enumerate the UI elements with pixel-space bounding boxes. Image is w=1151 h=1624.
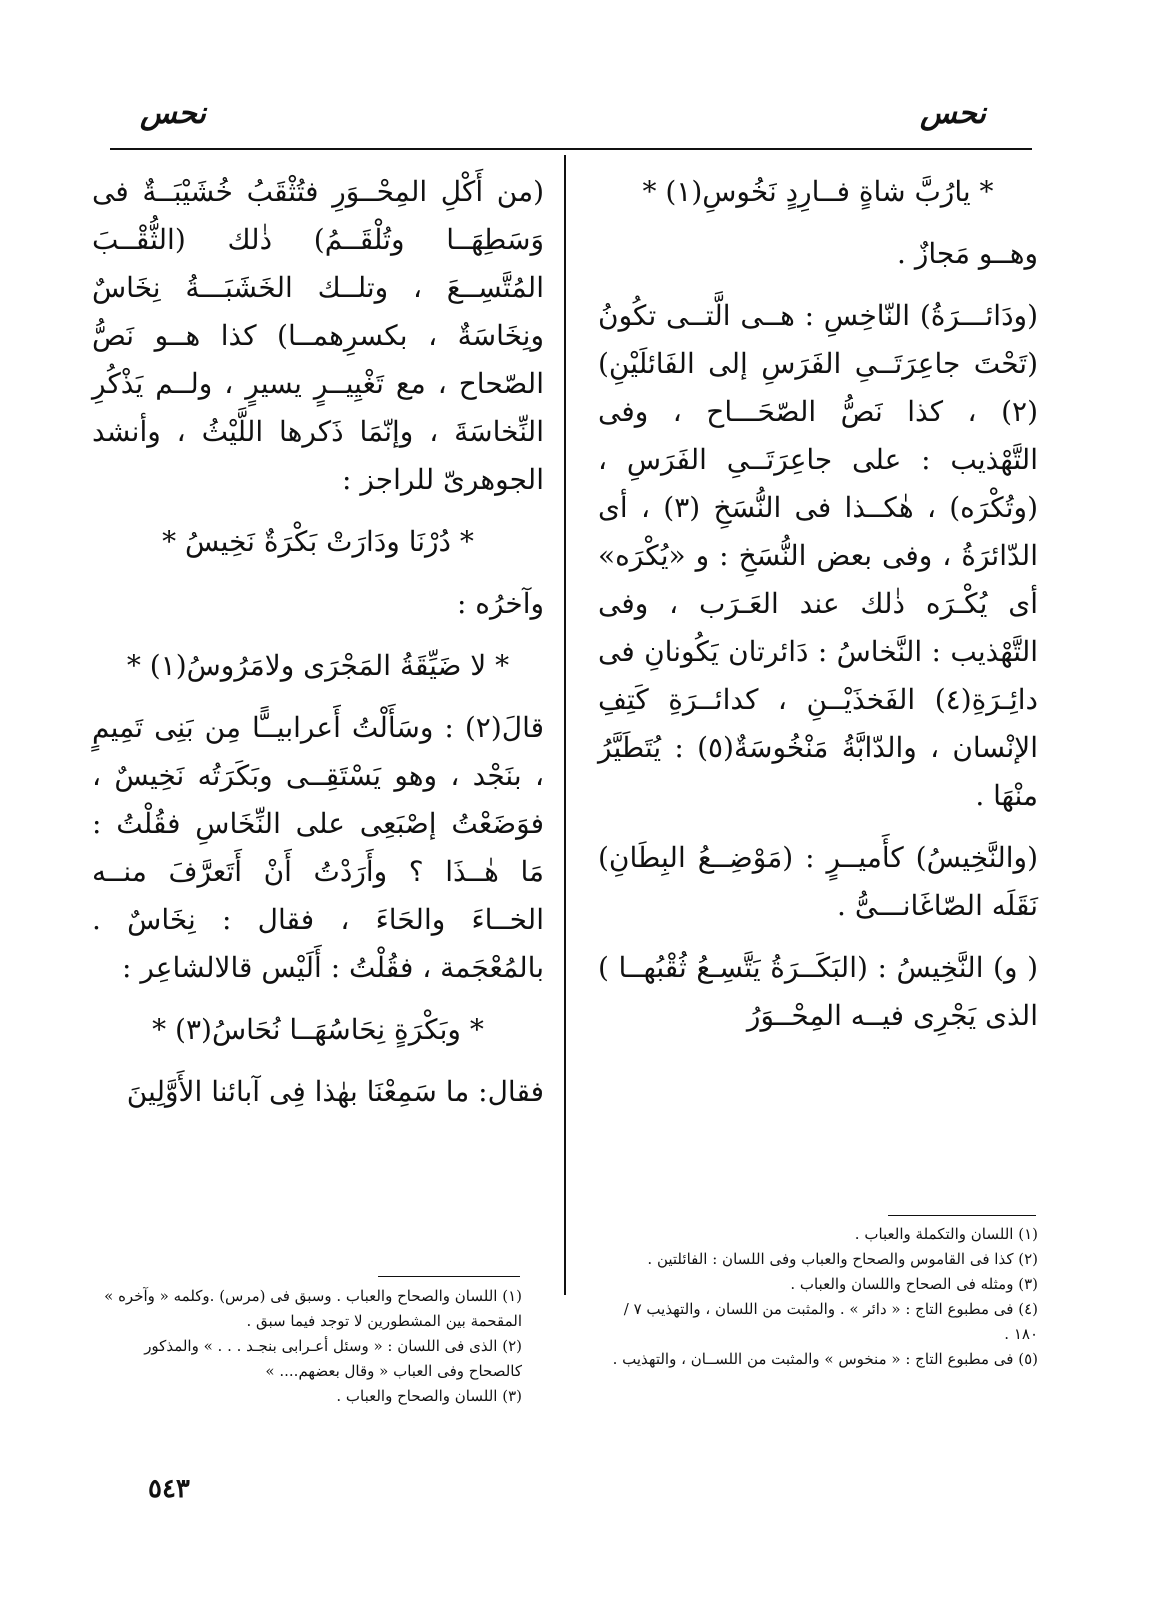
paragraph: (والنَّخِيسُ) كأَميــرٍ : (مَوْضِــعُ البِطَانِ) نَقَلَه الصّاغَانـــىُّ . (598, 841, 1038, 922)
paragraph: (ودَائـــرَةُ) النّاخِسِ : هــى الَّتــى تكُونُ (تَحْتَ جاعِرَتَــىِ الفَرَسِ إلى الفَائلَيْنِ)(٢) ، كذا نَصُّ الصّحَـــاح ، وفى التَّهْذيب : على جاعِرَتَــىِ الفَرَسِ ، (وتُكْرَه) ، هٰكــذا فى النُّسَخِ (٣) ، أى الدّائرَةُ ، وفى بعض النُّسَخِ : و «يُكْرَه» أى يُكْـرَه ذٰلك عند العَـرَب ، وفى التَّهْذيب : النَّخاسُ : دَائرتان يَكُونانِ فى دائِـرَةِ(٤) الفَخذَيْــنِ ، كدائــرَةِ كَتِفِ الإنْسان ، والدّابَّةُ مَنْخُوسَةٌ(٥) : يُتَطَيَّرُ منْهَا . (598, 299, 1038, 812)
footnote: (٤) فى مطبوع التاج : « دائر » . والمثبت من اللسان ، والتهذيب ٧ / ١٨٠ . (623, 1300, 1038, 1343)
header-rule (110, 148, 1032, 150)
verse-line: * يارُبَّ شاةٍ فــارِدٍ نَخُوسِ(١) * (642, 175, 994, 208)
footnote: (٣) ومثله فى الصحاح واللسان والعباب . (790, 1275, 1038, 1293)
verse-line: * وبَكْرَةٍ نِحَاسُهَــا نُحَاسُ(٣) * (152, 1013, 484, 1046)
text-line: وهــو مَجازٌ . (897, 237, 1038, 270)
running-header-right: نحس (920, 96, 986, 131)
verse-line: * دُرْنَا ودَارَتْ بَكْرَةٌ نَخِيسُ * (162, 525, 474, 558)
paragraph: ( و) النَّخِيسُ : (البَكَــرَةُ يَتَّسِـعُ ثُقْبُهــا ) الذى يَجْرِى فيــه المِحْــوَرُ (598, 951, 1038, 1032)
footnote-rule-left (378, 1276, 520, 1277)
footnote: (٢) كذا فى القاموس والصحاح والعباب وفى اللسان : الفائلتين . (647, 1250, 1038, 1268)
page-number: ٥٤٣ (148, 1474, 190, 1504)
text-line: وآخرُه : (456, 587, 544, 620)
text-line: فقال: ما سَمِعْنَا بهٰذا فِى آبائنا الأَوَّلِينَ (126, 1075, 544, 1108)
left-column (92, 168, 544, 1130)
footnote: (٥) فى مطبوع التاج : « منخوس » والمثبت من اللســان ، والتهذيب . (612, 1350, 1038, 1368)
paragraph: (من أَكْلِ المِحْــوَرِ فتُثْقَبُ خُشَيْبَــةٌ فى وَسَطِهَــا وتُلْقَــمُ) ذٰلك (الثُّقْــبَ المُتَّسِــعَ ، وتلــك الخَشَبَـــةُ نِخَاسٌ ونِخَاسَةٌ ، بكسرِهمــا) كذا هــو نَصُّ الصّحاح ، مع تَغْيِيــرٍ يسيرٍ ، ولــم يَذْكُرِ النِّخاسَةَ ، وإنّمَا ذَكرها اللَّيْثُ ، وأنشد الجوهرىّ للراجز : (92, 175, 544, 496)
running-header-left: نحس (140, 96, 206, 131)
footnotes-left (92, 1284, 522, 1409)
verse-line: * لا ضَيِّقَةُ المَجْرَى ولامَرُوسُ(١) * (126, 649, 510, 682)
footnote: (١) اللسان والصحاح والعباب . وسبق فى (مرس) .وكلمه « وآخره » المقحمة بين المشطورين لا توجد فيما سبق . (104, 1287, 522, 1330)
footnote-rule-right (888, 1215, 1036, 1216)
footnote: (١) اللسان والتكملة والعباب . (854, 1225, 1038, 1243)
right-column (598, 168, 1038, 1054)
column-divider (564, 155, 566, 1295)
footnote: (٢) الذى فى اللسان : « وسئل أعـرابى بنجـد . . . » والمذكور كالصحاح وفى العباب « وقال بعضهم.... » (144, 1337, 522, 1380)
paragraph: قالَ(٢) : وسَأَلْتُ أَعرابيــًّا مِن بَنِى تَمِيمٍ ، بنَجْد ، وهو يَسْتَقِــى وبَكَرَتُه نَخِيسٌ ، فوَضَعْتُ إصْبَعِى على النِّخَاسِ فقُلْتُ : مَا هٰــذَا ؟ وأَرَدْتُ أَنْ أَتَعرَّفَ منــه الخــاءَ والحَاءَ ، فقال : نِخَاسٌ . بالمُعْجَمة ، فقُلْتُ : أَلَيْس قالالشاعِر : (92, 711, 544, 984)
footnotes-right (598, 1222, 1038, 1372)
footnote: (٣) اللسان والصحاح والعباب . (336, 1387, 522, 1405)
